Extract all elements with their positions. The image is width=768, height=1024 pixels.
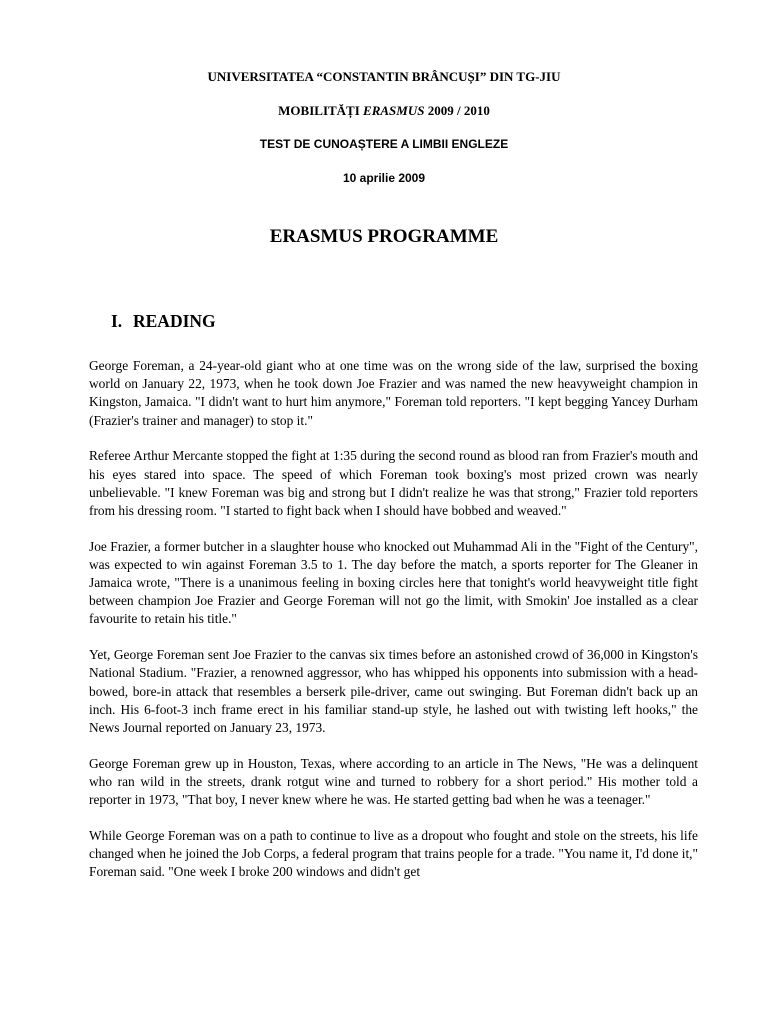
- document-title: ERASMUS PROGRAMME: [269, 226, 499, 247]
- mobility-years: 2009 / 2010: [424, 103, 490, 118]
- section-number: I.: [111, 311, 123, 331]
- mobility-program: ERASMUS: [363, 103, 425, 118]
- section-title: READING: [133, 311, 216, 331]
- mobility-prefix: MOBILITĂȚI: [278, 103, 364, 118]
- paragraph: George Foreman grew up in Houston, Texas, where according to an article in The News, "He was a delinquent who ran wild in the streets, drank rotgut wine and turned to robbery for a short period." His mother told a reporter in 1973, "That boy, I never knew where he was. He started getting bad when he was a teenager.": [89, 755, 698, 808]
- section-heading: [111, 311, 216, 332]
- paragraph: While George Foreman was on a path to continue to live as a dropout who fought and stole on the streets, his life changed when he joined the Job Corps, a federal program that trains people for a trade. "You name it, I'd done it," Foreman said. "One week I broke 200 windows and didn't get: [89, 827, 698, 880]
- paragraph: Joe Frazier, a former butcher in a slaughter house who knocked out Muhammad Ali in the "Fight of the Century", was expected to win against Foreman 3.5 to 1. The day before the match, a sports reporter for The Gleaner in Jamaica wrote, "There is a unanimous feeling in boxing circles here that tonight's world heavyweight title fight between champion Joe Frazier and George Foreman will not go the limit, with Smokin' Joe installed as a clear favourite to retain his title.": [89, 538, 698, 627]
- paragraph: George Foreman, a 24-year-old giant who at one time was on the wrong side of the law, surprised the boxing world on January 22, 1973, when he took down Joe Frazier and was named the new heavyweight champion in Kingston, Jamaica. "I didn't want to hurt him anymore," Foreman told reporters. "I kept begging Yancey Durham (Frazier's trainer and manager) to stop it.": [89, 358, 698, 428]
- test-title: TEST DE CUNOAȘTERE A LIMBII ENGLEZE: [259, 137, 509, 151]
- reading-text: [89, 357, 698, 881]
- paragraph: Referee Arthur Mercante stopped the fight at 1:35 during the second round as blood ran from Frazier's mouth and his eyes stared into space. The speed of which Foreman took boxing's most prized crown was nearly unbelievable. "I knew Foreman was big and strong but I didn't realize he was that strong," Frazier told reporters from his dressing room. "I started to fight back when I should have bobbed and weaved.": [89, 448, 698, 518]
- mobility-line: [0, 103, 768, 119]
- university-name: UNIVERSITATEA “CONSTANTIN BRÂNCUȘI” DIN TG-JIU: [207, 69, 561, 84]
- test-date: 10 aprilie 2009: [342, 171, 426, 185]
- paragraph: Yet, George Foreman sent Joe Frazier to the canvas six times before an astonished crowd of 36,000 in Kingston's National Stadium. "Frazier, a renowned aggressor, who has whipped his opponents into submission with a head-bowed, bore-in attack that resembles a berserk pile-driver, came out swinging. But Foreman didn't back up an inch. His 6-foot-3 inch frame erect in his familiar stand-up style, he lashed out with twisting left hooks," the News Journal reported on January 23, 1973.: [89, 647, 698, 735]
